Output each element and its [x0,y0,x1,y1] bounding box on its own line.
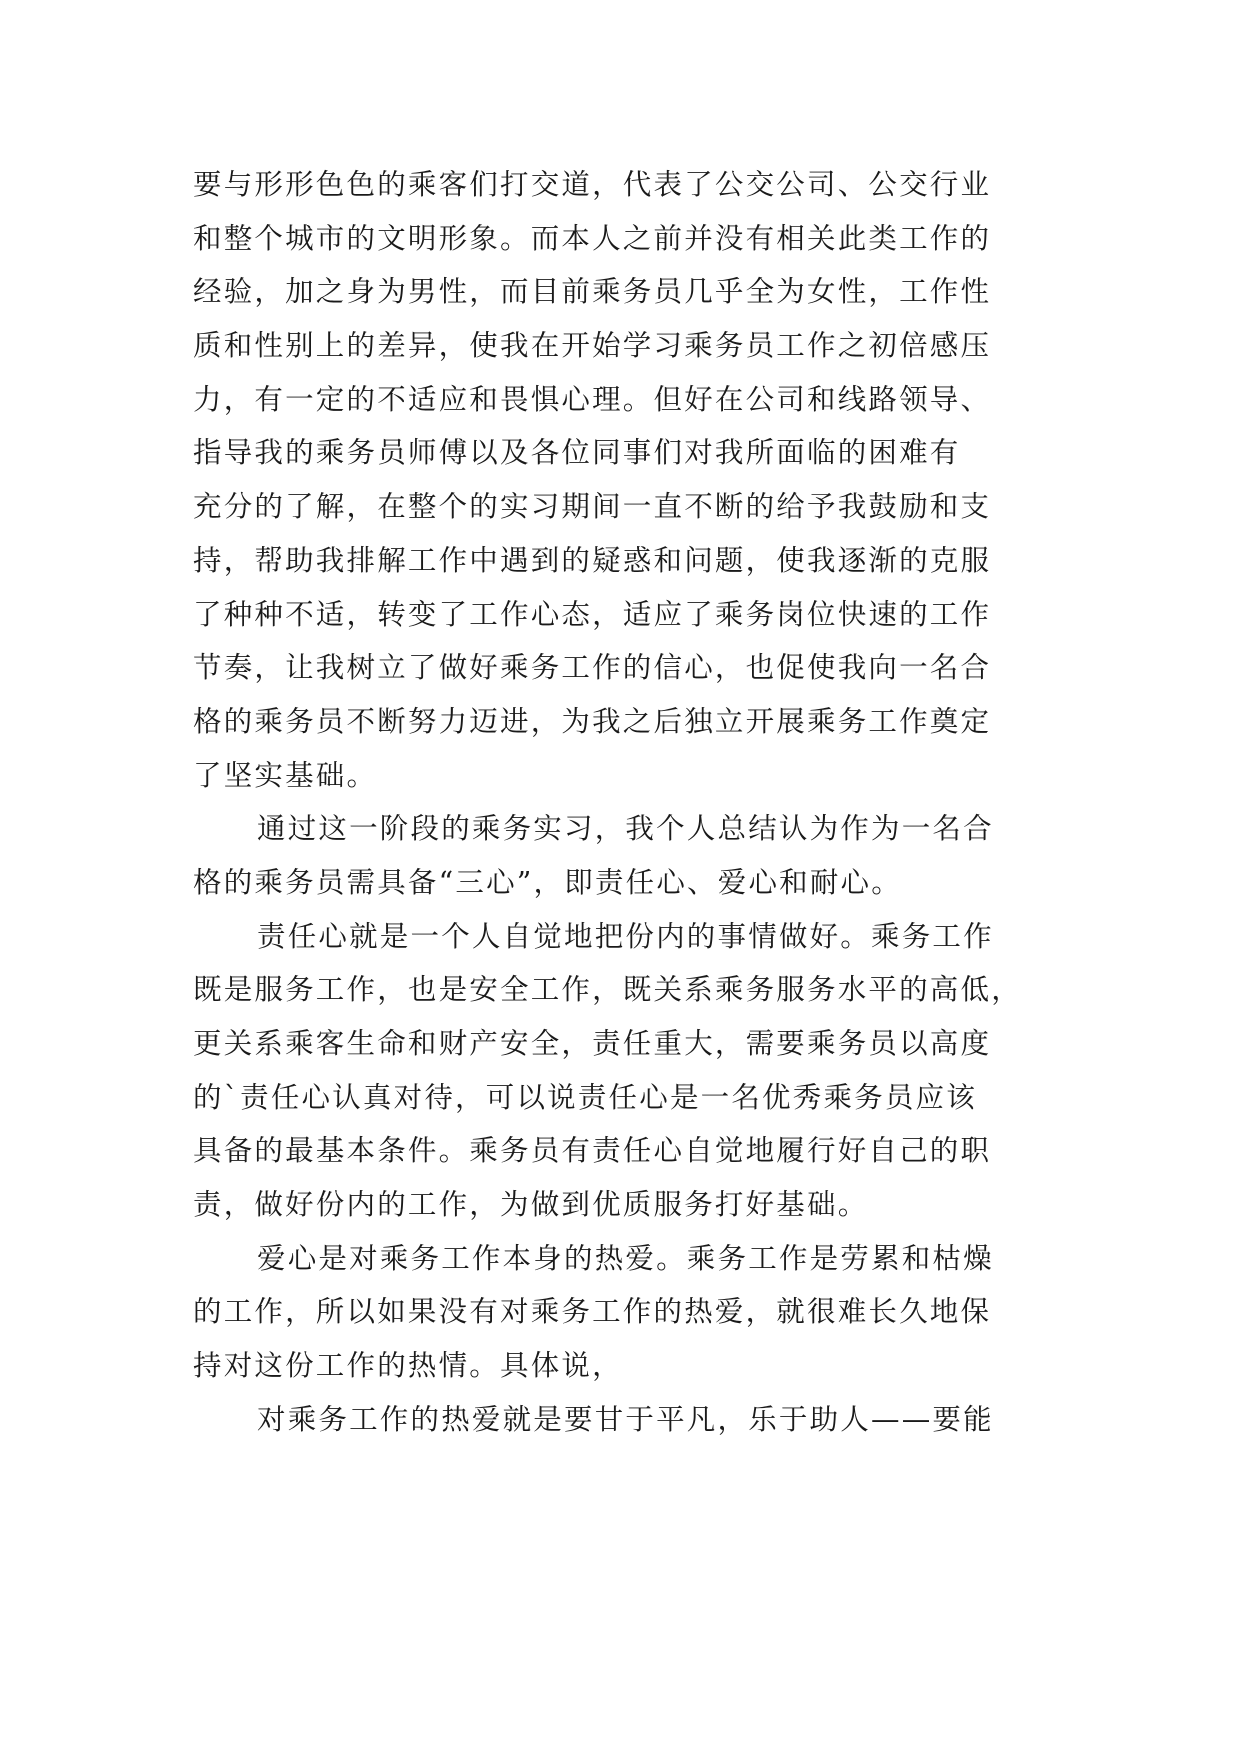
text-line: 格的乘务员不断努力迈进，为我之后独立开展乘务工作奠定 [193,704,992,738]
text-line: 充分的了解，在整个的实习期间一直不断的给予我鼓励和支 [193,490,992,524]
text-line: 更关系乘客生命和财产安全，责任重大，需要乘务员以高度 [193,1027,992,1060]
text-line: 格的乘务员需具备“三心”，即责任心、爱心和耐心。 [193,865,902,899]
text-line: 责，做好份内的工作，为做到优质服务打好基础。 [193,1188,869,1222]
paragraph-first-line: 爱心是对乘务工作本身的热爱。乘务工作是劳累和枯燥 [257,1241,994,1275]
text-line: 要与形形色色的乘客们打交道，代表了公交公司、公交行业 [193,168,992,201]
text-line: 和整个城市的文明形象。而本人之前并没有相关此类工作的 [193,221,992,255]
paragraph-first-line: 责任心就是一个人自觉地把份内的事情做好。乘务工作 [257,919,994,953]
text-line: 的工作，所以如果没有对乘务工作的热爱，就很难长久地保 [193,1295,992,1329]
paragraph-first-line: 对乘务工作的热爱就是要甘于平凡，乐于助人——要能 [257,1402,994,1436]
text-line: 的`责任心认真对待，可以说责任心是一名优秀乘务员应该 [193,1080,977,1114]
text-line: 节奏，让我树立了做好乘务工作的信心，也促使我向一名合 [193,651,992,685]
text-line: 具备的最基本条件。乘务员有责任心自觉地履行好自己的职 [193,1134,992,1168]
text-line: 经验，加之身为男性，而目前乘务员几乎全为女性，工作性 [193,275,992,309]
paragraph-first-line: 通过这一阶段的乘务实习，我个人总结认为作为一名合 [257,812,994,846]
text-line: 质和性别上的差异，使我在开始学习乘务员工作之初倍感压 [193,329,992,363]
text-line: 既是服务工作，也是安全工作，既关系乘务服务水平的高低， [193,973,1022,1007]
text-line: 了种种不适，转变了工作心态，适应了乘务岗位快速的工作 [193,597,992,631]
text-line: 指导我的乘务员师傅以及各位同事们对我所面临的困难有 [193,436,961,470]
text-line: 持，帮助我排解工作中遇到的疑惑和问题，使我逐渐的克服 [193,543,992,577]
text-line: 力，有一定的不适应和畏惧心理。但好在公司和线路领导、 [193,382,992,416]
body-text [193,158,1053,1447]
text-line: 了坚实基础。 [193,758,378,792]
text-line: 持对这份工作的热情。具体说， [193,1349,623,1383]
